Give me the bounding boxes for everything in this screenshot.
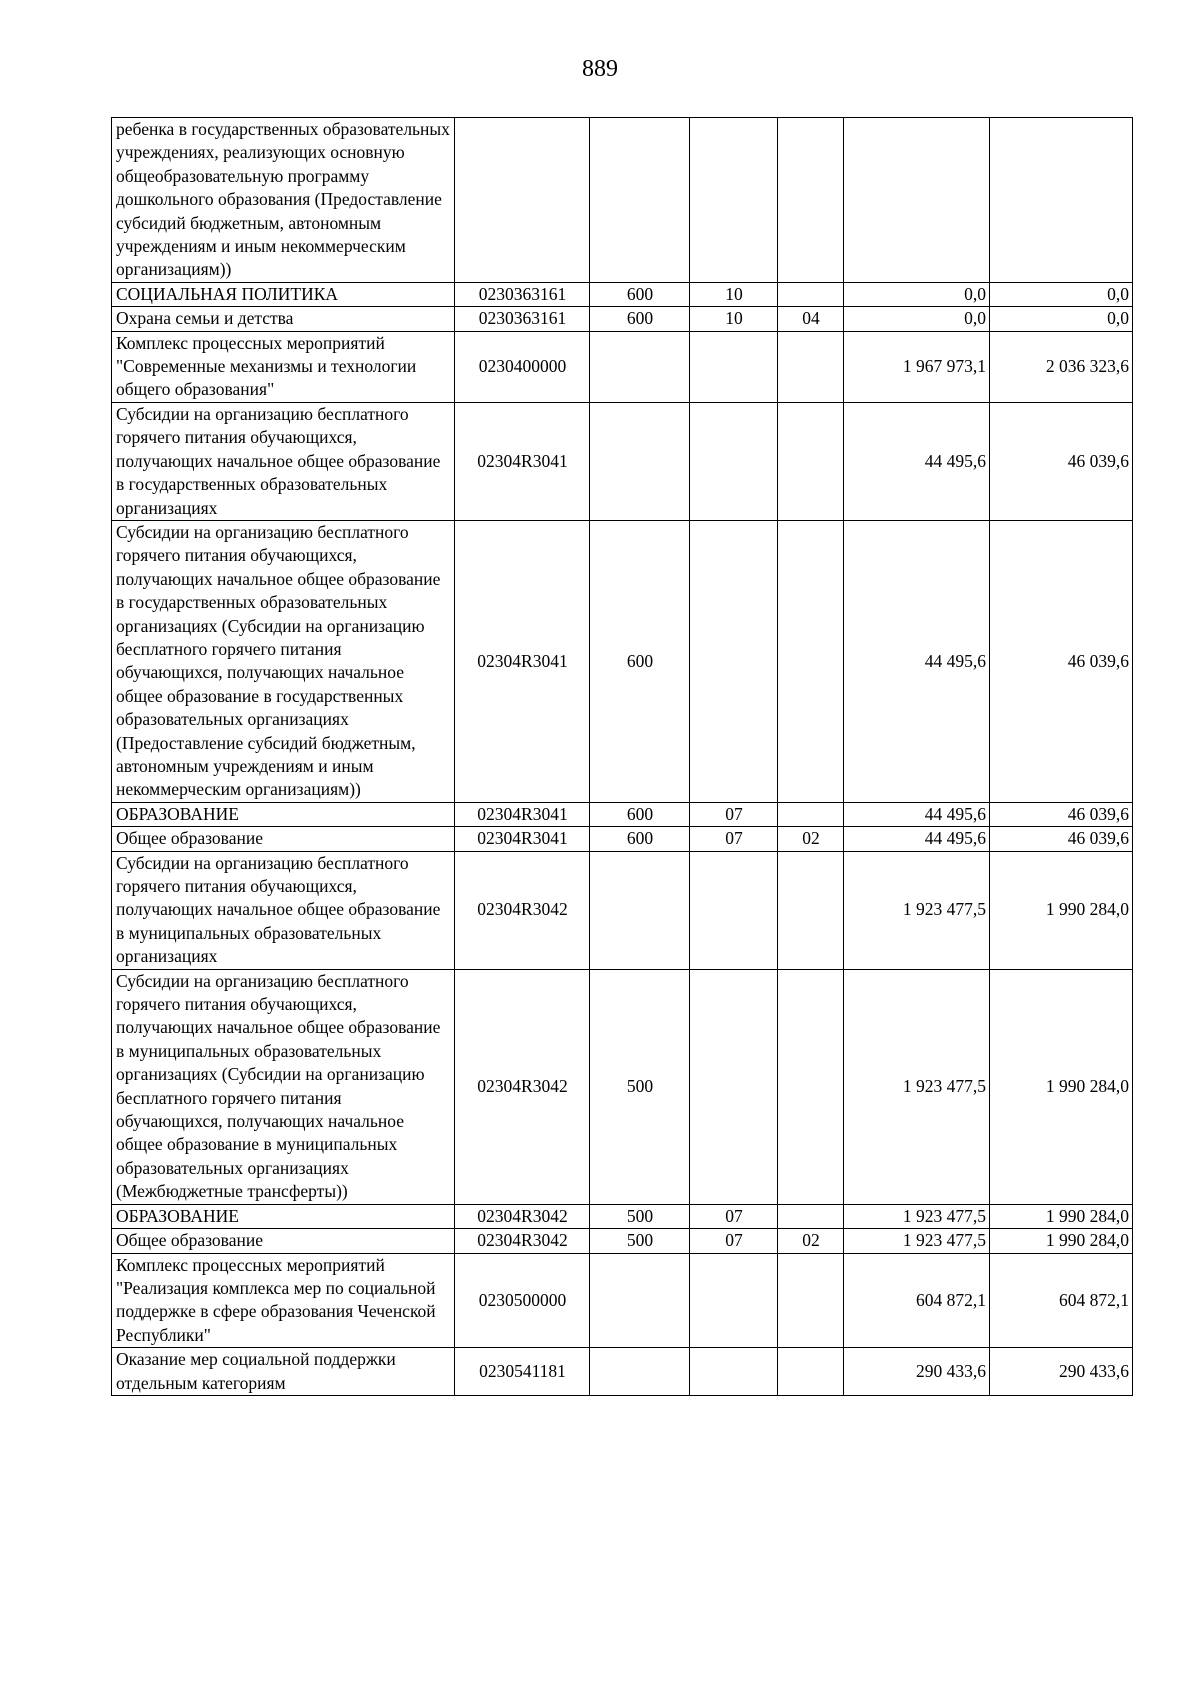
row-target-code xyxy=(455,118,590,283)
row-amount-year1: 0,0 xyxy=(844,307,990,331)
row-name: СОЦИАЛЬНАЯ ПОЛИТИКА xyxy=(112,282,455,306)
table-row xyxy=(112,851,1133,969)
row-amount-year2: 604 872,1 xyxy=(990,1253,1133,1348)
row-expense-type: 600 xyxy=(590,802,690,826)
row-amount-year2: 1 990 284,0 xyxy=(990,969,1133,1204)
table-row xyxy=(112,118,1133,283)
row-amount-year1: 1 923 477,5 xyxy=(844,851,990,969)
row-amount-year2: 0,0 xyxy=(990,307,1133,331)
row-amount-year2: 1 990 284,0 xyxy=(990,1204,1133,1228)
row-name: Общее образование xyxy=(112,1229,455,1253)
table-row xyxy=(112,520,1133,802)
row-amount-year1: 44 495,6 xyxy=(844,402,990,520)
table-row xyxy=(112,1348,1133,1396)
row-name: Охрана семьи и детства xyxy=(112,307,455,331)
row-amount-year2: 2 036 323,6 xyxy=(990,331,1133,402)
table-row xyxy=(112,1253,1133,1348)
row-expense-type: 500 xyxy=(590,969,690,1204)
table-row xyxy=(112,1204,1133,1228)
row-name: Субсидии на организацию бесплатного горячего питания обучающихся, получающих начальное общее образование в государственных образовательных организациях xyxy=(112,402,455,520)
table-row xyxy=(112,282,1133,306)
row-expense-type xyxy=(590,402,690,520)
row-target-code: 02304R3042 xyxy=(455,1229,590,1253)
row-amount-year1: 1 923 477,5 xyxy=(844,1229,990,1253)
row-amount-year2: 1 990 284,0 xyxy=(990,851,1133,969)
row-section: 10 xyxy=(690,282,778,306)
row-name: ОБРАЗОВАНИЕ xyxy=(112,1204,455,1228)
row-amount-year2: 290 433,6 xyxy=(990,1348,1133,1396)
row-name: Субсидии на организацию бесплатного горячего питания обучающихся, получающих начальное общее образование в муниципальных образовательных организациях xyxy=(112,851,455,969)
row-target-code: 02304R3042 xyxy=(455,1204,590,1228)
row-target-code: 02304R3042 xyxy=(455,851,590,969)
row-amount-year2: 46 039,6 xyxy=(990,520,1133,802)
row-subsection xyxy=(778,802,844,826)
row-name: Субсидии на организацию бесплатного горячего питания обучающихся, получающих начальное общее образование в государственных образовательных организациях (Субсидии на организацию бесплатного горячего питания обучающихся, получающих начальное общее образование в государственных образовательных организациях (Предоставление субсидий бюджетным, автономным учреждениям и иным некоммерческим организациям)) xyxy=(112,520,455,802)
table-row xyxy=(112,402,1133,520)
row-amount-year2 xyxy=(990,118,1133,283)
row-name: ОБРАЗОВАНИЕ xyxy=(112,802,455,826)
row-expense-type xyxy=(590,1253,690,1348)
row-target-code: 0230363161 xyxy=(455,282,590,306)
row-expense-type: 600 xyxy=(590,827,690,851)
row-name: Общее образование xyxy=(112,827,455,851)
row-subsection xyxy=(778,331,844,402)
table-row xyxy=(112,827,1133,851)
row-name: Оказание мер социальной поддержки отдельным категориям xyxy=(112,1348,455,1396)
row-expense-type xyxy=(590,1348,690,1396)
row-amount-year1: 1 923 477,5 xyxy=(844,1204,990,1228)
row-target-code: 0230363161 xyxy=(455,307,590,331)
row-subsection xyxy=(778,851,844,969)
row-target-code: 02304R3041 xyxy=(455,827,590,851)
row-subsection: 04 xyxy=(778,307,844,331)
row-subsection xyxy=(778,282,844,306)
row-target-code: 02304R3041 xyxy=(455,802,590,826)
row-section: 07 xyxy=(690,1204,778,1228)
table-row xyxy=(112,969,1133,1204)
row-subsection xyxy=(778,520,844,802)
row-amount-year1: 604 872,1 xyxy=(844,1253,990,1348)
row-name: Субсидии на организацию бесплатного горячего питания обучающихся, получающих начальное общее образование в муниципальных образовательных организациях (Субсидии на организацию бесплатного горячего питания обучающихся, получающих начальное общее образование в муниципальных образовательных организациях (Межбюджетные трансферты)) xyxy=(112,969,455,1204)
row-section xyxy=(690,118,778,283)
row-expense-type xyxy=(590,851,690,969)
row-amount-year1: 1 967 973,1 xyxy=(844,331,990,402)
row-subsection xyxy=(778,1204,844,1228)
row-subsection xyxy=(778,969,844,1204)
row-amount-year1: 44 495,6 xyxy=(844,827,990,851)
row-amount-year1 xyxy=(844,118,990,283)
row-section: 07 xyxy=(690,1229,778,1253)
row-target-code: 0230500000 xyxy=(455,1253,590,1348)
row-amount-year1: 44 495,6 xyxy=(844,802,990,826)
row-section xyxy=(690,1348,778,1396)
row-expense-type xyxy=(590,118,690,283)
row-target-code: 02304R3041 xyxy=(455,520,590,802)
row-expense-type: 600 xyxy=(590,282,690,306)
row-expense-type: 600 xyxy=(590,520,690,802)
row-expense-type: 500 xyxy=(590,1229,690,1253)
row-amount-year1: 44 495,6 xyxy=(844,520,990,802)
budget-table xyxy=(111,117,1133,1396)
row-section xyxy=(690,520,778,802)
row-name: Комплекс процессных мероприятий "Реализация комплекса мер по социальной поддержке в сфере образования Чеченской Республики" xyxy=(112,1253,455,1348)
row-name: ребенка в государственных образовательных учреждениях, реализующих основную общеобразовательную программу дошкольного образования (Предоставление субсидий бюджетным, автономным учреждениям и иным некоммерческим организациям)) xyxy=(112,118,455,283)
row-section xyxy=(690,851,778,969)
page-number: 889 xyxy=(582,56,618,82)
row-amount-year2: 46 039,6 xyxy=(990,802,1133,826)
table-row xyxy=(112,1229,1133,1253)
table-row xyxy=(112,331,1133,402)
row-subsection xyxy=(778,1253,844,1348)
row-target-code: 0230541181 xyxy=(455,1348,590,1396)
row-amount-year2: 1 990 284,0 xyxy=(990,1229,1133,1253)
row-target-code: 02304R3042 xyxy=(455,969,590,1204)
row-section: 07 xyxy=(690,802,778,826)
row-amount-year1: 0,0 xyxy=(844,282,990,306)
row-name: Комплекс процессных мероприятий "Современные механизмы и технологии общего образования" xyxy=(112,331,455,402)
row-amount-year1: 1 923 477,5 xyxy=(844,969,990,1204)
row-subsection xyxy=(778,118,844,283)
table-row xyxy=(112,802,1133,826)
row-expense-type: 600 xyxy=(590,307,690,331)
row-amount-year2: 0,0 xyxy=(990,282,1133,306)
row-section xyxy=(690,1253,778,1348)
row-section xyxy=(690,402,778,520)
row-subsection: 02 xyxy=(778,1229,844,1253)
row-target-code: 02304R3041 xyxy=(455,402,590,520)
row-target-code: 0230400000 xyxy=(455,331,590,402)
row-section xyxy=(690,331,778,402)
row-amount-year1: 290 433,6 xyxy=(844,1348,990,1396)
row-section: 07 xyxy=(690,827,778,851)
row-expense-type xyxy=(590,331,690,402)
table-row xyxy=(112,307,1133,331)
row-subsection: 02 xyxy=(778,827,844,851)
row-amount-year2: 46 039,6 xyxy=(990,402,1133,520)
row-amount-year2: 46 039,6 xyxy=(990,827,1133,851)
row-section: 10 xyxy=(690,307,778,331)
row-subsection xyxy=(778,1348,844,1396)
row-subsection xyxy=(778,402,844,520)
row-expense-type: 500 xyxy=(590,1204,690,1228)
row-section xyxy=(690,969,778,1204)
